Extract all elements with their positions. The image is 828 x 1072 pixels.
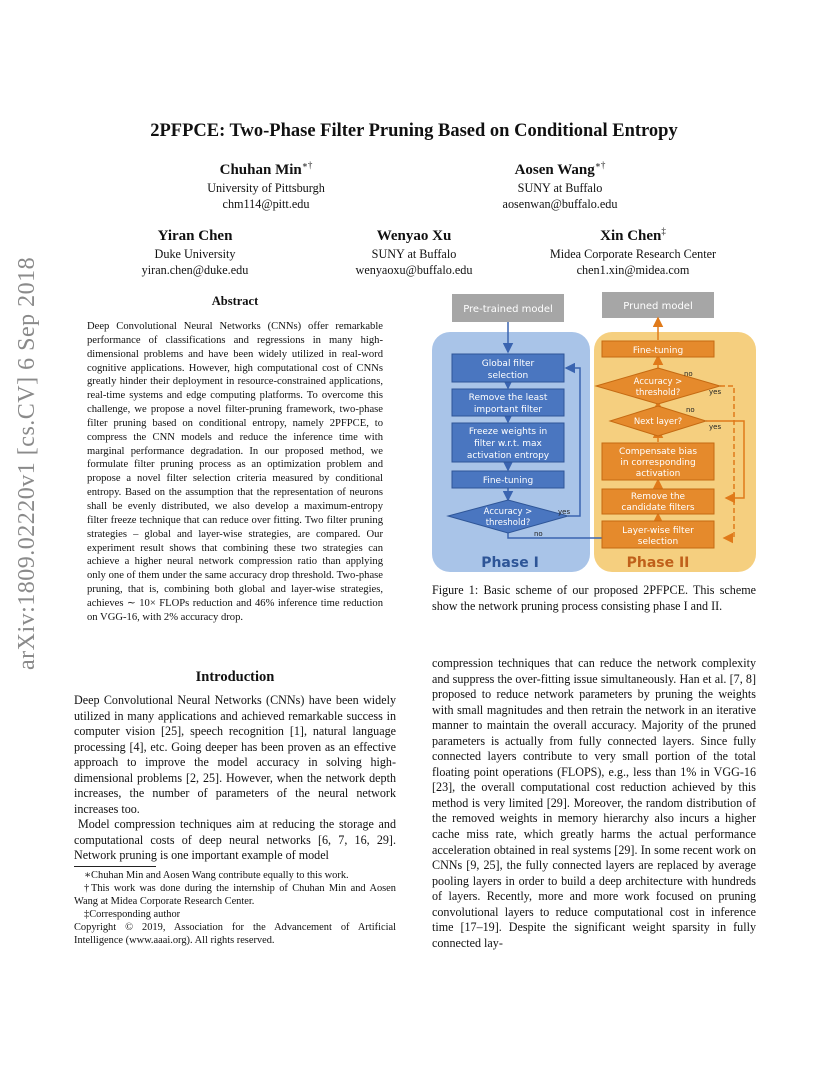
- phase-1-accuracy-line-1: Accuracy >: [483, 507, 533, 517]
- layer-wise-line-1: Layer-wise filter: [622, 526, 694, 536]
- next-layer-yes-label: yes: [709, 423, 722, 431]
- freeze-weights-line-1: Freeze weights in: [468, 427, 548, 437]
- global-filter-line-1: Global filter: [481, 359, 535, 369]
- footnote-3: ‡Corresponding author: [84, 909, 181, 920]
- author-affiliation: Midea Corporate Research Center: [549, 247, 717, 261]
- compensate-bias-line-2: in corresponding: [620, 458, 696, 468]
- remove-least-line-2: important filter: [473, 405, 543, 415]
- phase-1-yes-label: yes: [558, 508, 571, 516]
- phase-2-yes-label: yes: [709, 388, 722, 396]
- author-email: yiran.chen@duke.edu: [141, 263, 249, 277]
- author-name: Chuhan Min∗†: [219, 160, 313, 178]
- author-affiliation: Duke University: [154, 247, 236, 261]
- phase-2-no-label: no: [684, 370, 693, 378]
- freeze-weights-line-2: filter w.r.t. max: [474, 439, 542, 449]
- arxiv-identifier: arXiv:1809.02220v1 [cs.CV] 6 Sep 2018: [14, 256, 40, 670]
- author-block-1: [136, 156, 396, 212]
- author-affiliation: SUNY at Buffalo: [371, 247, 457, 261]
- introduction-heading: Introduction: [195, 669, 275, 685]
- remove-least-line-1: Remove the least: [468, 393, 548, 403]
- global-filter-line-2: selection: [487, 371, 529, 381]
- author-name: Xin Chen‡: [600, 226, 666, 244]
- phase-2-accuracy-line-1: Accuracy >: [633, 377, 683, 387]
- next-layer-label: Next layer?: [633, 417, 683, 427]
- layer-wise-line-2: selection: [637, 537, 679, 547]
- author-name: Wenyao Xu: [376, 228, 452, 244]
- author-affiliation: SUNY at Buffalo: [517, 181, 603, 195]
- author-name: Aosen Wang∗†: [514, 160, 606, 178]
- next-layer-no-label: no: [686, 406, 695, 414]
- phase-2-fine-tuning-label: Fine-tuning: [632, 346, 684, 356]
- phase-2-accuracy-line-2: threshold?: [635, 388, 681, 398]
- footnote-rule: [74, 866, 156, 867]
- footnotes: [74, 869, 396, 947]
- phase-1-label: Phase I: [481, 555, 539, 571]
- author-block-5: [503, 222, 763, 278]
- phase-1-accuracy-line-2: threshold?: [485, 518, 531, 528]
- right-column-text: compression techniques that can reduce the network complexity and suppress the over-fitting issue simultaneously. Han et al. [7, 8] proposed to reduce network parameters by pruning the weights with small magnitudes and then retrain the network in an iterative manner to maintain the overall accuracy. Majority of the pruned parameters is actually from fully connected layers. Since fully connected layers contribute to very small portion of the total floating point operations (FLOPS), e.g., less than 1% in VGG-16 [23], the overall computational cost reduction achieved by this method is very limited [29]. Moreover, the random distribution of the removed weights in memory hierarchy also incurs a higher cache miss rate, which greatly harms the actual performance acceleration obtained in real systems [29]. In some recent work on CNNs [9, 25], the fully connected layers are replaced by average pooling layers in order to build a deep architecture with hundreds of layers. Recently, more and more work focused on pruning convolutional layers to reduce computational cost in inference time [17–19]. Despite the significant weight sparsity in fully connected lay-: [432, 656, 756, 950]
- abstract-text: Deep Convolutional Neural Networks (CNNs) offer remarkable performance of classifications and regressions in many high-dimensional problems and have been widely utilized in real-word cognitive applications. However, high computational cost of CNNs greatly hinder their deployment in resource-constrained applications, real-time systems and edge computing platforms. To overcome this challenge, we propose a novel filter-pruning framework, two-phase filter pruning based on conditional entropy, namely 2PFPCE, to compress the CNN models and reduce the inference time with marginal performance degradation. In our proposed method, we formulate filter pruning process as an optimization problem and propose a novel filter selection criteria measured by conditional entropy. Based on the assumption that the representation of neurons shall be evenly distributed, we also develop a maximum-entropy filter freeze technique that can reduce over fitting. Two filter pruning strategies – global and layer-wise strategies, are compared. Our experiment result shows that combining these two strategies can achieve a higher neural network compression ratio than applying only one of them under the same accuracy drop threshold. Two-phase pruning, that is, combining both global and layer-wise strategies, achieves ∼ 10× FLOPs reduction and 46% inference time reduction on VGG-16, with 2% accuracy drop.: [87, 321, 383, 623]
- remove-candidate-line-2: candidate filters: [621, 503, 695, 513]
- compensate-bias-line-3: activation: [635, 469, 681, 479]
- author-email: chen1.xin@midea.com: [576, 263, 690, 277]
- author-name: Yiran Chen: [157, 228, 233, 244]
- compensate-bias-line-1: Compensate bias: [618, 447, 698, 457]
- copyright-notice: Copyright © 2019, Association for the Advancement of Artificial Intelligence (www.aaai.org). All rights reserved.: [74, 922, 396, 946]
- abstract-heading: Abstract: [211, 294, 259, 308]
- footnote-2: †This work was done during the internship of Chuhan Min and Aosen Wang at Midea Corporate Research Center.: [74, 883, 396, 907]
- footnote-1: ∗Chuhan Min and Aosen Wang contribute equally to this work.: [84, 870, 349, 881]
- figure-1-flowchart: [430, 288, 758, 574]
- author-email: chm114@pitt.edu: [222, 197, 310, 211]
- intro-body: [74, 693, 396, 864]
- paper-title: 2PFPCE: Two-Phase Filter Pruning Based on Conditional Entropy: [150, 121, 678, 141]
- figure-caption: Figure 1: Basic scheme of our proposed 2PFPCE. This scheme show the network pruning process consisting phase I and II.: [432, 583, 756, 613]
- author-email: aosenwan@buffalo.edu: [502, 197, 618, 211]
- intro-paragraph-1: Deep Convolutional Neural Networks (CNNs) have been widely utilized in many applications and achieved remarkable success in computer vision [25], speech recognition [1], natural language processing [4], etc. Going deeper has been proven as an effective approach to improve the model accuracy in solving high-dimensional problems [2, 25]. However, when the network depth increases, the number of parameters of the neural network increases too.: [74, 693, 396, 816]
- author-email: wenyaoxu@buffalo.edu: [355, 263, 473, 277]
- freeze-weights-line-3: activation entropy: [466, 451, 550, 461]
- pretrained-model-label: Pre-trained model: [463, 304, 553, 315]
- phase-1-no-label: no: [534, 530, 543, 538]
- author-affiliation: University of Pittsburgh: [207, 181, 325, 195]
- author-block-2: [430, 156, 690, 212]
- phase-1-fine-tuning-label: Fine-tuning: [482, 476, 534, 486]
- remove-candidate-line-1: Remove the: [630, 492, 686, 502]
- pruned-model-label: Pruned model: [623, 301, 693, 312]
- phase-2-label: Phase II: [626, 555, 690, 571]
- intro-paragraph-2: Model compression techniques aim at reducing the storage and computational costs of deep neural networks [6, 7, 16, 29]. Network pruning is one important example of model: [74, 817, 396, 863]
